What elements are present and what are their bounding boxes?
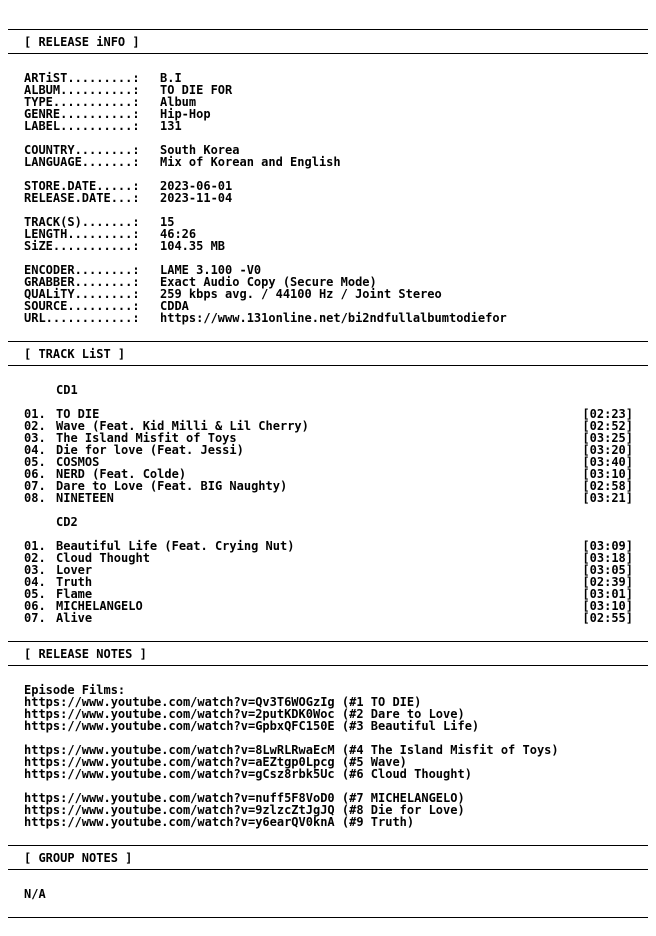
release-info-value: Mix of Korean and English [160, 155, 341, 169]
release-info-key: GENRE..........: [24, 107, 140, 121]
track-num: 03. [24, 563, 46, 577]
section-heading-track-list: [ TRACK LiST ] [24, 347, 126, 361]
release-info-value: LAME 3.100 -V0 [160, 263, 262, 277]
track-row [24, 552, 633, 564]
track-num: 07. [24, 479, 46, 493]
release-info-value: Hip-Hop [160, 107, 211, 121]
episode-film-link[interactable]: https://www.youtube.com/watch?v=nuff5F8VoD0 (#7 MICHELANGELO) [24, 791, 465, 805]
track-duration: [02:58] [582, 479, 633, 493]
track-row [24, 564, 633, 576]
release-info-key: TYPE...........: [24, 95, 140, 109]
track-title: Flame [56, 587, 93, 601]
release-info-key: QUALiTY........: [24, 287, 140, 301]
track-title: Truth [56, 575, 93, 589]
release-info-value: 131 [160, 119, 182, 133]
track-num: 06. [24, 467, 46, 481]
section-heading-release-notes: [ RELEASE NOTES ] [24, 647, 147, 661]
track-duration: [03:10] [582, 599, 633, 613]
track-title: The Island Misfit of Toys [56, 431, 237, 445]
track-num: 06. [24, 599, 46, 613]
track-title: Alive [56, 611, 93, 625]
release-info-value: 2023-06-01 [160, 179, 233, 193]
track-num: 01. [24, 407, 46, 421]
track-title: Wave (Feat. Kid Milli & Lil Cherry) [56, 419, 309, 433]
release-info-value: CDDA [160, 299, 189, 313]
track-title: NERD (Feat. Colde) [56, 467, 187, 481]
track-duration: [03:05] [582, 563, 633, 577]
track-num: 03. [24, 431, 46, 445]
release-info-key: LANGUAGE.......: [24, 155, 140, 169]
track-num: 02. [24, 419, 46, 433]
track-row [24, 492, 633, 504]
release-info-value: 2023-11-04 [160, 191, 233, 205]
release-info-key: URL............: [24, 311, 140, 325]
episode-film-link[interactable]: https://www.youtube.com/watch?v=gCsz8rbk5Uc (#6 Cloud Thought) [24, 767, 472, 781]
release-info-value: TO DIE FOR [160, 83, 233, 97]
track-row [24, 576, 633, 588]
track-duration: [03:01] [582, 587, 633, 601]
divider [8, 53, 648, 54]
cd-label: CD1 [56, 383, 78, 397]
section-heading-release-info: [ RELEASE iNFO ] [24, 35, 140, 49]
release-info-key: ALBUM..........: [24, 83, 140, 97]
release-info-key: ENCODER........: [24, 263, 140, 277]
track-duration: [02:39] [582, 575, 633, 589]
track-duration: [02:55] [582, 611, 633, 625]
release-info-value[interactable]: https://www.131online.net/bi2ndfullalbumtodiefor [160, 311, 507, 325]
track-duration: [02:52] [582, 419, 633, 433]
release-info-key: TRACK(S).......: [24, 215, 140, 229]
divider [8, 845, 648, 846]
track-duration: [03:25] [582, 431, 633, 445]
track-row [24, 600, 633, 612]
track-title: Beautiful Life (Feat. Crying Nut) [56, 539, 295, 553]
track-num: 04. [24, 443, 46, 457]
episode-film-link[interactable]: https://www.youtube.com/watch?v=Qv3T6WOGzIg (#1 TO DIE) [24, 695, 422, 709]
divider [8, 365, 648, 366]
track-num: 08. [24, 491, 46, 505]
track-row [24, 480, 633, 492]
release-info-key: LABEL..........: [24, 119, 140, 133]
release-info-key: SOURCE.........: [24, 299, 140, 313]
divider [8, 869, 648, 870]
release-notes-intro: Episode Films: [24, 683, 126, 697]
track-title: Cloud Thought [56, 551, 150, 565]
track-title: Dare to Love (Feat. BIG Naughty) [56, 479, 288, 493]
divider [8, 29, 648, 30]
divider [8, 341, 648, 342]
release-info-key: STORE.DATE.....: [24, 179, 140, 193]
release-info-key: LENGTH.........: [24, 227, 140, 241]
track-num: 02. [24, 551, 46, 565]
divider [8, 641, 648, 642]
track-duration: [03:18] [582, 551, 633, 565]
track-title: MICHELANGELO [56, 599, 143, 613]
track-title: Lover [56, 563, 93, 577]
track-row [24, 444, 633, 456]
group-notes-text: N/A [24, 887, 46, 901]
track-row [24, 612, 633, 624]
track-num: 07. [24, 611, 46, 625]
track-num: 01. [24, 539, 46, 553]
release-info-value: Exact Audio Copy (Secure Mode) [160, 275, 377, 289]
track-num: 05. [24, 587, 46, 601]
release-info-key: ARTiST.........: [24, 71, 140, 85]
episode-film-link[interactable]: https://www.youtube.com/watch?v=GpbxQFC150E (#3 Beautiful Life) [24, 719, 480, 733]
divider [8, 917, 648, 918]
track-title: TO DIE [56, 407, 100, 421]
release-info-value: B.I [160, 71, 182, 85]
episode-film-link[interactable]: https://www.youtube.com/watch?v=9zlzcZtJgJQ (#8 Die for Love) [24, 803, 465, 817]
release-info-key: COUNTRY........: [24, 143, 140, 157]
track-duration: [03:09] [582, 539, 633, 553]
track-duration: [03:21] [582, 491, 633, 505]
release-info-value: 259 kbps avg. / 44100 Hz / Joint Stereo [160, 287, 442, 301]
episode-film-link[interactable]: https://www.youtube.com/watch?v=2putKDK0Woc (#2 Dare to Love) [24, 707, 465, 721]
section-heading-group-notes: [ GROUP NOTES ] [24, 851, 133, 865]
track-title: Die for love (Feat. Jessi) [56, 443, 244, 457]
release-info-value: 46:26 [160, 227, 197, 241]
release-info-value: South Korea [160, 143, 240, 157]
episode-film-link[interactable]: https://www.youtube.com/watch?v=aEZtgp0Lpcg (#5 Wave) [24, 755, 407, 769]
release-info-value: 15 [160, 215, 175, 229]
track-num: 04. [24, 575, 46, 589]
episode-film-link[interactable]: https://www.youtube.com/watch?v=y6earQV0knA (#9 Truth) [24, 815, 415, 829]
track-title: NINETEEN [56, 491, 114, 505]
release-info-key: GRABBER........: [24, 275, 140, 289]
cd-label: CD2 [56, 515, 78, 529]
track-title: COSMOS [56, 455, 100, 469]
track-duration: [02:23] [582, 407, 633, 421]
release-info-value: 104.35 MB [160, 239, 226, 253]
track-num: 05. [24, 455, 46, 469]
release-info-key: SiZE...........: [24, 239, 140, 253]
episode-film-link[interactable]: https://www.youtube.com/watch?v=8LwRLRwaEcM (#4 The Island Misfit of Toys) [24, 743, 559, 757]
track-duration: [03:40] [582, 455, 633, 469]
release-info-value: Album [160, 95, 197, 109]
track-duration: [03:10] [582, 467, 633, 481]
release-info-key: RELEASE.DATE...: [24, 191, 140, 205]
divider [8, 665, 648, 666]
track-duration: [03:20] [582, 443, 633, 457]
